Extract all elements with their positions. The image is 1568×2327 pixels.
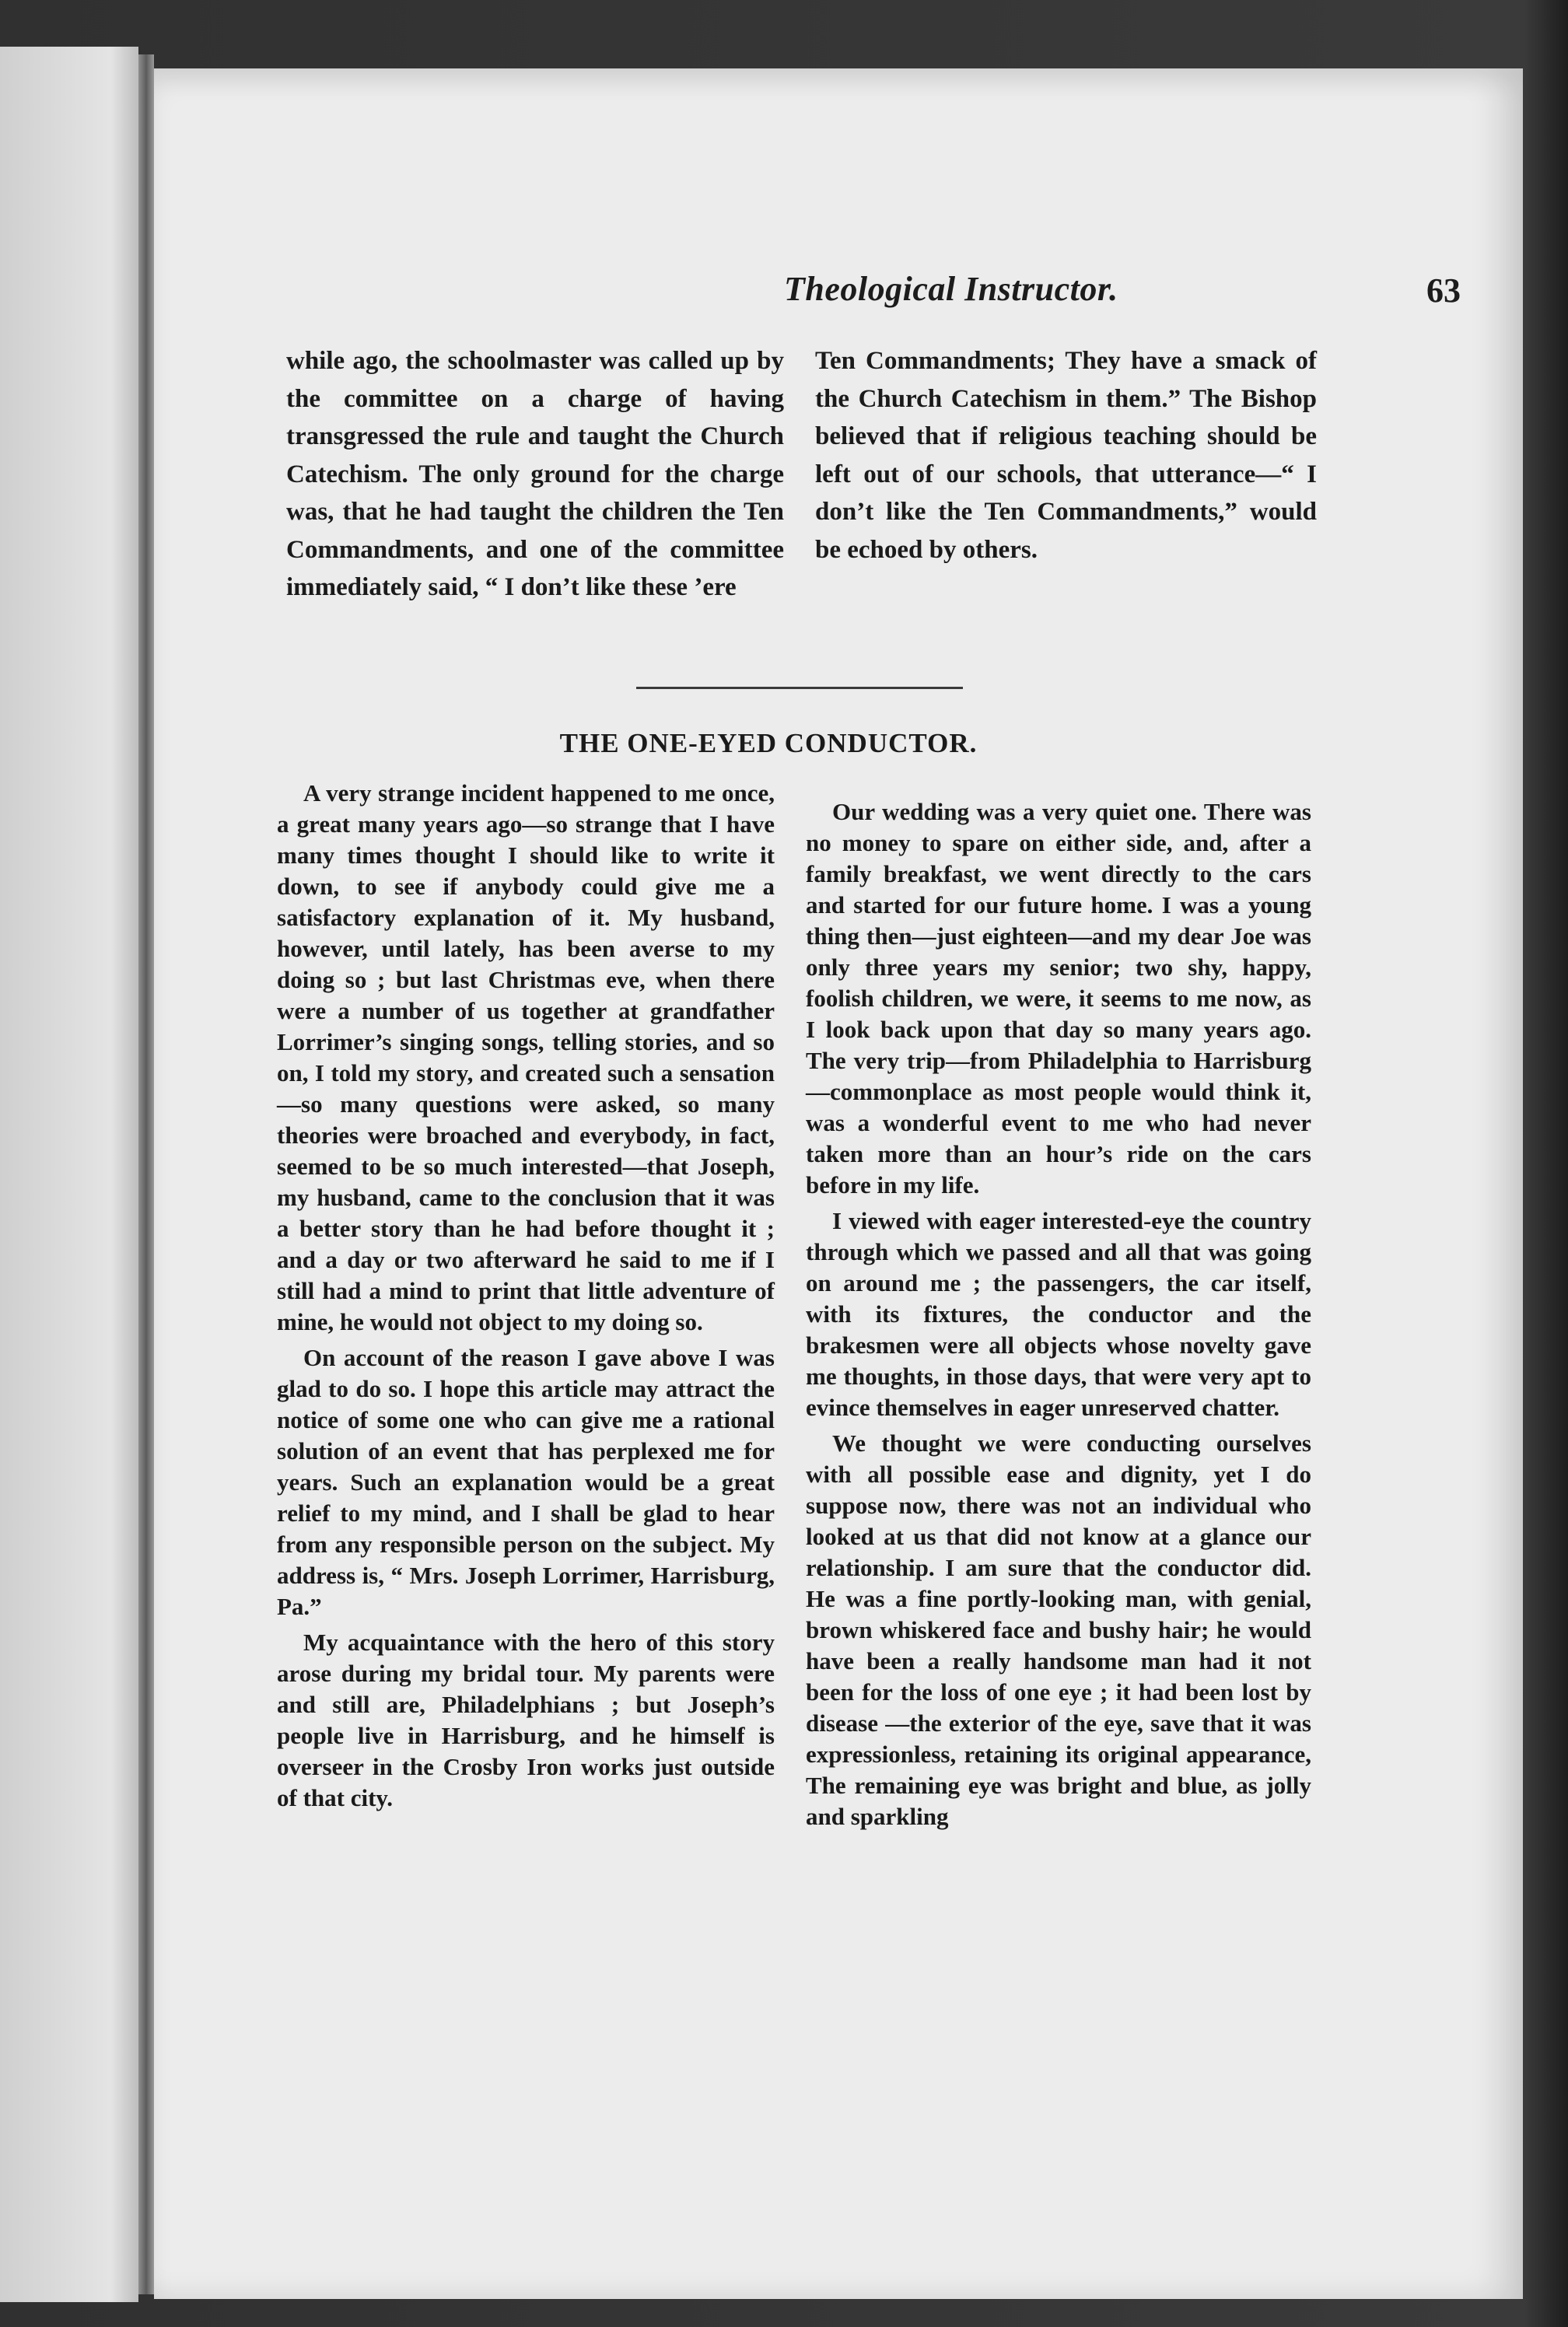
- paragraph: Our wedding was a very quiet one. There was no money to spare on either side, and, after a family breakfast, we went directly to the cars and started for our future home. I was a young thing then—just eighteen—and my dear Joe was only three years my senior; two shy, happy, foolish children, we were, it seems to me now, as I look back upon that day so many years ago. The very trip—from Philadelphia to Harrisburg—commonplace as most people would think it, was a wonderful event to me who had never taken more than an hour’s ride on the cars before in my life.: [806, 798, 1311, 1198]
- section-divider: [636, 687, 963, 689]
- article-left-column: [277, 778, 775, 1818]
- article-right-column: [806, 796, 1311, 1837]
- top-right-paragraph: Ten Commandments; They have a smack of the Church Catechism in them.” The Bishop believed that if religious teaching should be left out of our schools, that utterance—“ I don’t like the Ten Commandments,” would be echoed by others.: [815, 347, 1317, 564]
- paragraph: I viewed with eager interested-eye the country through which we passed and all that was going on around me ; the passengers, the car itself, with its fixtures, the conductor and the brakesmen were all objects whose novelty gave me thoughts, in those days, that were very apt to evince themselves in eager unreserved chatter.: [806, 1207, 1311, 1421]
- paragraph: On account of the reason I gave above I was glad to do so. I hope this article may attract the notice of some one who can give me a rational solution of an event that has perplexed me for years. Such an explanation would be a great relief to my mind, and I shall be glad to hear from any responsible person on the subject. My address is, “ Mrs. Joseph Lorrimer, Harrisburg, Pa.”: [277, 1344, 775, 1620]
- page-number: 63: [1426, 271, 1461, 310]
- paragraph: My acquaintance with the hero of this story arose during my bridal tour. My parents were and still are, Philadelphians ; but Joseph’s people live in Harrisburg, and he himself is overseer in the Crosby Iron works just outside of that city.: [277, 1629, 775, 1811]
- paragraph: We thought we were conducting ourselves with all possible ease and dignity, yet I do suppose now, there was not an individual who looked at us that did not know at a glance our relationship. I am sure that the conductor did. He was a fine portly-looking man, with genial, brown whiskered face and bushy hair; he would have been a really handsome man had it not been for the loss of one eye ; it had been lost by disease —the exterior of the eye, save that it was expressionless, retaining its original appearance, The remaining eye was bright and blue, as jolly and sparkling: [806, 1429, 1311, 1830]
- top-left-paragraph: while ago, the schoolmaster was called up by the committee on a charge of having transgressed the rule and taught the Church Catechism. The only ground for the charge was, that he had taught the children the Ten Commandments, and one of the committee immediately said, “ I don’t like these ’ere: [286, 347, 784, 601]
- paragraph: A very strange incident happened to me once, a great many years ago—so strange that I have many times thought I should like to write it down, to see if anybody could give me a satisfactory explanation of it. My husband, however, until lately, has been averse to my doing so ; but last Christmas eve, when there were a number of us together at grandfather Lorrimer’s singing songs, telling stories, and so on, I told my story, and created such a sensation—so many questions were asked, so many theories were broached and everybody, in fact, seemed to be so much interested—that Joseph, my husband, came to the conclusion that it was a better story than he had before thought it ; and a day or two afterward he said to me if I still had a mind to print that little adventure of mine, he would not object to my doing so.: [277, 779, 775, 1335]
- top-left-column: [286, 342, 784, 607]
- top-right-column: [815, 342, 1317, 569]
- facing-page-edge: [0, 47, 138, 2302]
- book-page: [154, 68, 1523, 2299]
- running-title: Theological Instructor.: [784, 270, 1118, 308]
- book-gutter: [138, 54, 154, 2294]
- article-title: THE ONE-EYED CONDUCTOR.: [559, 728, 978, 758]
